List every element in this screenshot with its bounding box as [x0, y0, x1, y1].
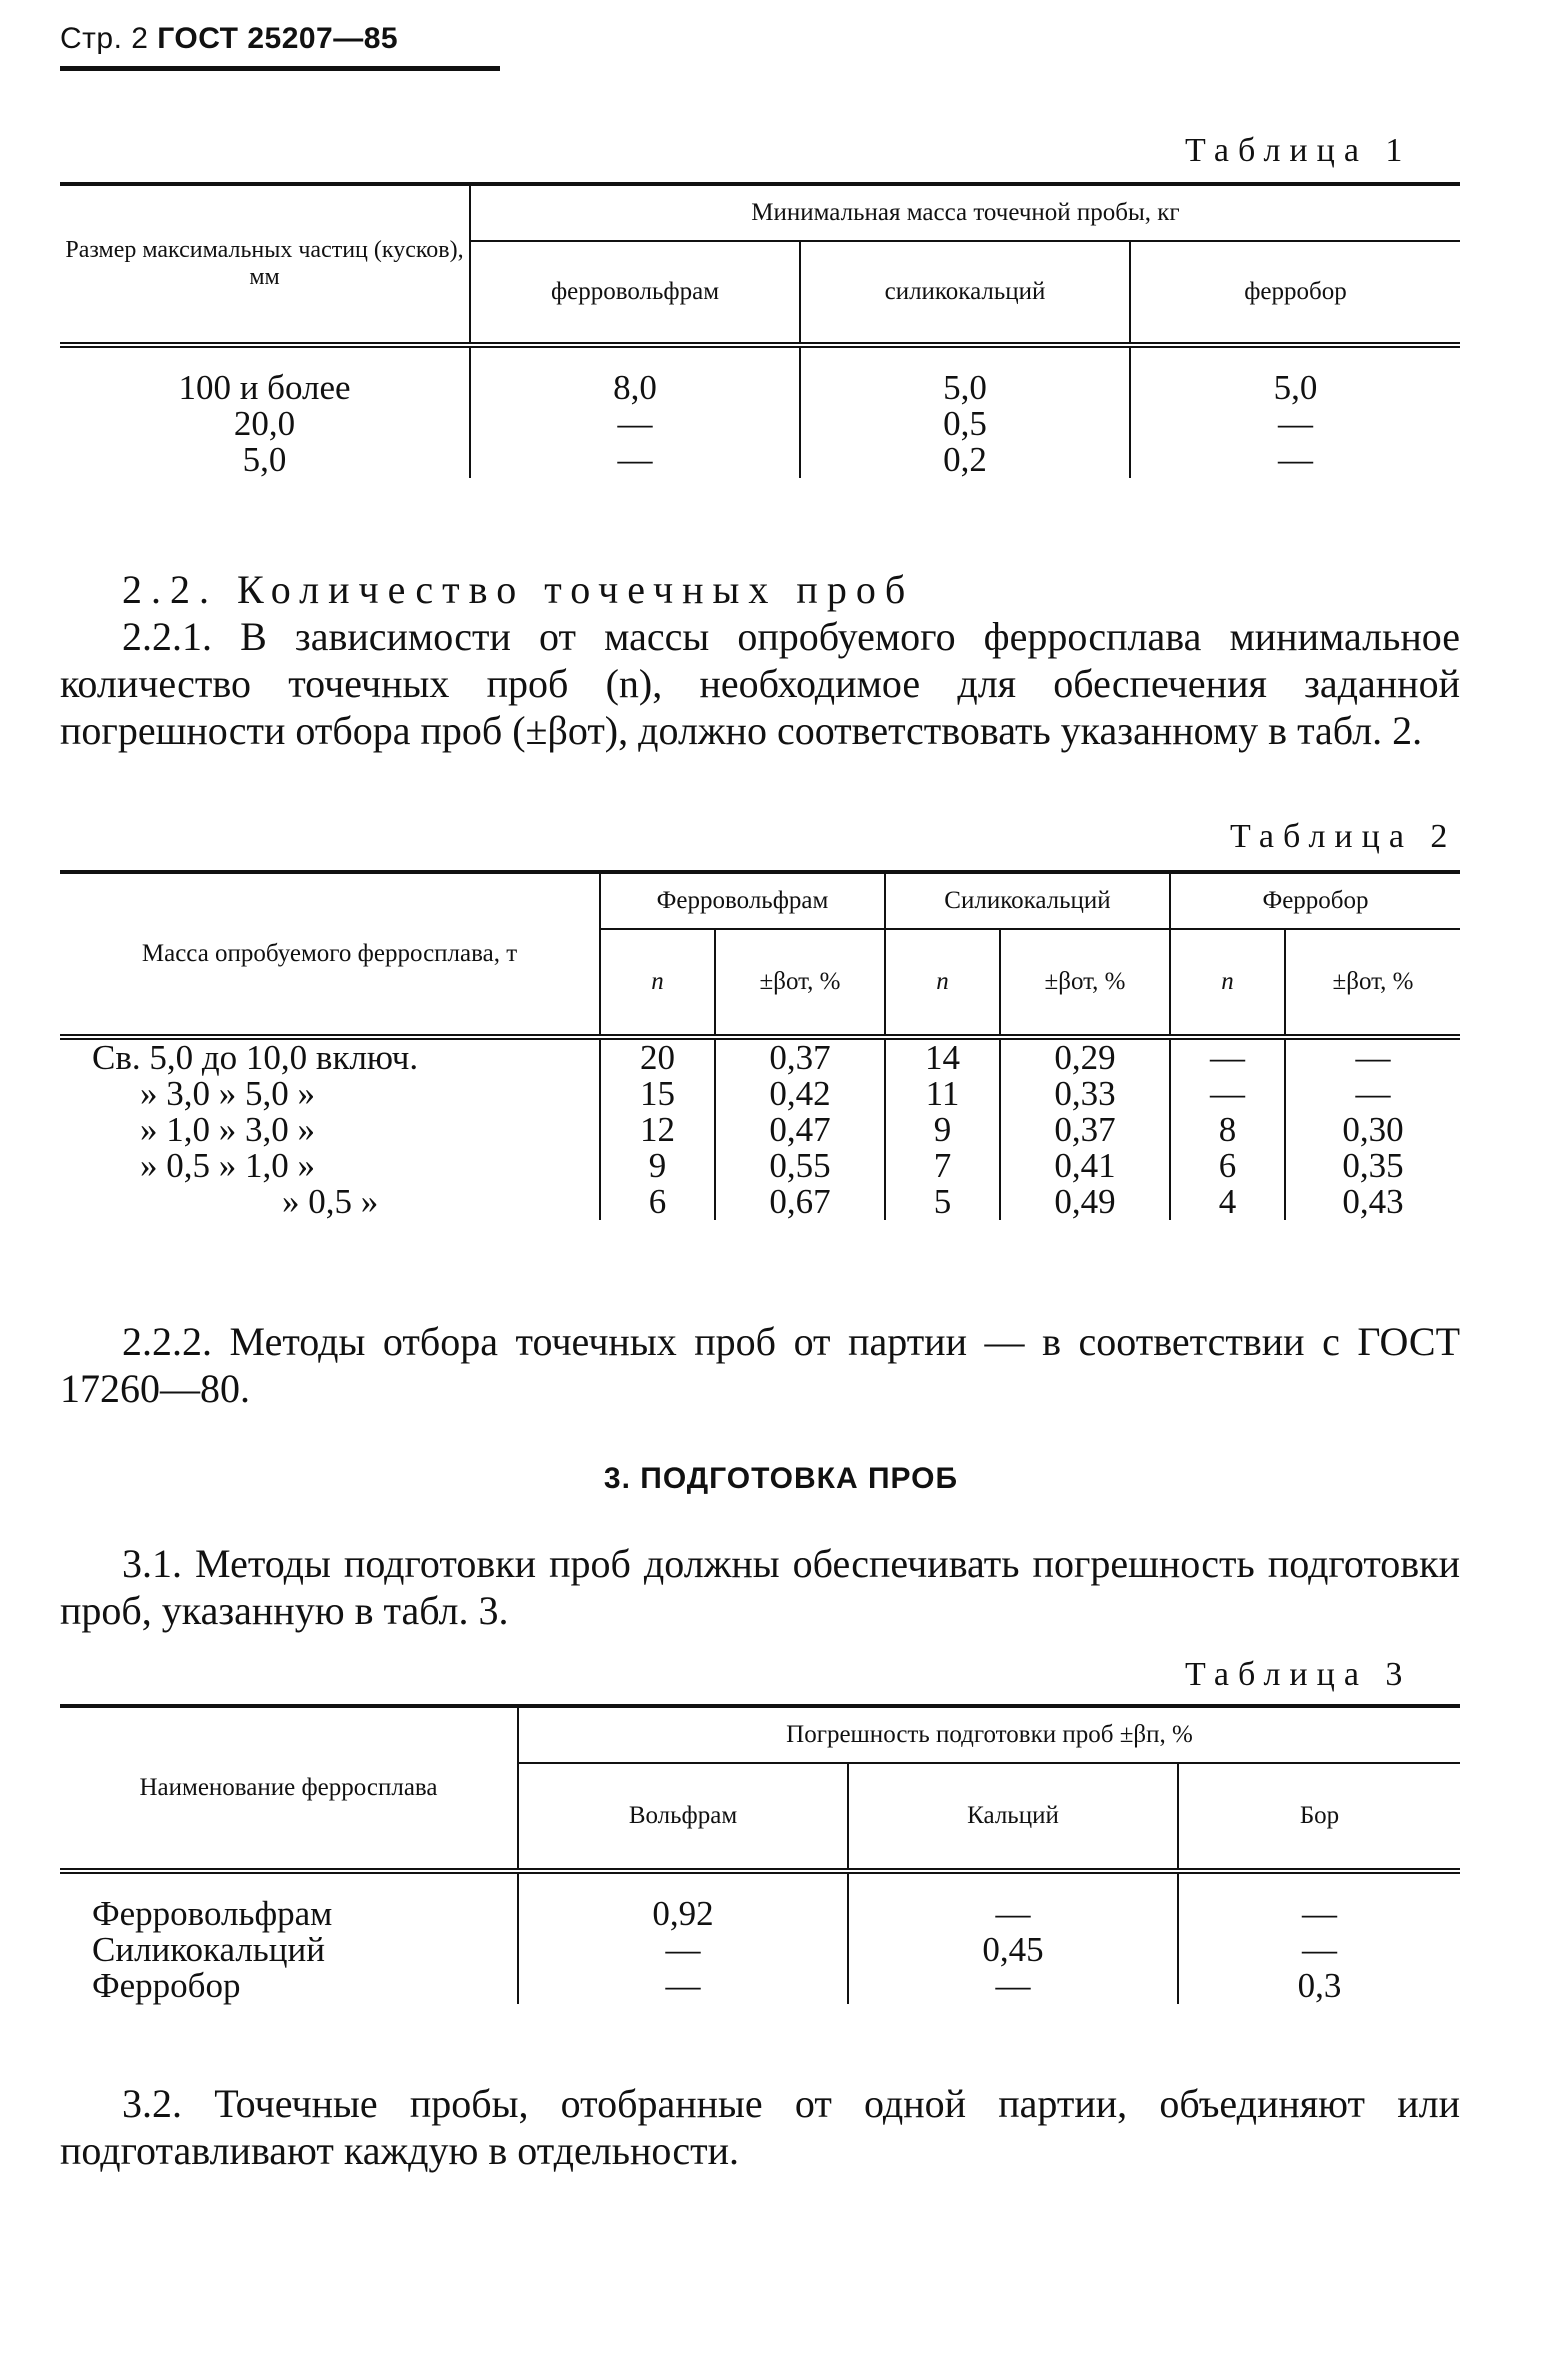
- table1-col-silicocalcium: силикокальций: [800, 241, 1130, 345]
- table-row: » 3,0 » 5,0 » 15 0,42 11 0,33 — —: [60, 1076, 1460, 1112]
- table1-row-header: Размер максимальных частиц (кусков), мм: [60, 184, 470, 345]
- table3: [60, 1704, 1460, 2004]
- table-row: 5,0 — 0,2 —: [60, 442, 1460, 478]
- table2-sub-n: n: [600, 929, 715, 1037]
- table2-group-ferrotungsten: Ферровольфрам: [600, 872, 885, 929]
- table1-group-header: Минимальная масса точечной пробы, кг: [470, 184, 1460, 241]
- table-row: 100 и более 8,0 5,0 5,0: [60, 370, 1460, 406]
- table2: [60, 870, 1460, 1220]
- table2-sub-beta: ±βот, %: [1285, 929, 1460, 1037]
- table2-sub-beta: ±βот, %: [715, 929, 885, 1037]
- section-2-2-title: 2.2. Количество точечных проб: [122, 567, 915, 612]
- table3-caption: Таблица 3: [1185, 1656, 1412, 1693]
- table2-sub-beta: ±βот, %: [1000, 929, 1170, 1037]
- paragraph-2-2-2: 2.2.2. Методы отбора точечных проб от партии — в соответствии с ГОСТ 17260—80.: [60, 1319, 1460, 1411]
- table-row: » 1,0 » 3,0 » 12 0,47 9 0,37 8 0,30: [60, 1112, 1460, 1148]
- standard-number: ГОСТ 25207—85: [157, 22, 399, 55]
- paragraph-3-2: 3.2. Точечные пробы, отобранные от одной партии, объединяют или подготавливают каждую в отдельности.: [60, 2081, 1460, 2173]
- table1-caption: Таблица 1: [1185, 132, 1412, 169]
- table-row: Ферровольфрам 0,92 — —: [60, 1896, 1460, 1932]
- paragraph-3-2-block: [60, 2080, 1460, 2174]
- table2-sub-n: n: [1170, 929, 1285, 1037]
- table3-col-boron: Бор: [1178, 1763, 1460, 1871]
- table1-col-ferroboron: ферробор: [1130, 241, 1460, 345]
- table-row: Св. 5,0 до 10,0 включ. 20 0,37 14 0,29 — —: [60, 1037, 1460, 1076]
- paragraph-2-2-1: 2.2.1. В зависимости от массы опробуемого ферросплава минимальное количество точечных проб (n), необходимое для обеспечения заданной погрешности отбора проб (±βот), должно соответствовать указанному в табл. 2.: [60, 614, 1460, 753]
- page-header: [60, 22, 500, 71]
- table-row: » 0,5 » 1,0 » 9 0,55 7 0,41 6 0,35: [60, 1148, 1460, 1184]
- table2-group-ferroboron: Ферробор: [1170, 872, 1460, 929]
- table2-row-header: Масса опробуемого ферросплава, т: [60, 872, 600, 1037]
- table-row: » 0,5 » 6 0,67 5 0,49 4 0,43: [60, 1184, 1460, 1220]
- table1-col-ferrotungsten: ферровольфрам: [470, 241, 800, 345]
- table1: [60, 182, 1460, 478]
- table3-col-tungsten: Вольфрам: [518, 1763, 848, 1871]
- table3-row-header: Наименование ферросплава: [60, 1706, 518, 1871]
- table2-sub-n: n: [885, 929, 1000, 1037]
- table2-group-silicocalcium: Силикокальций: [885, 872, 1170, 929]
- table-row: Силикокальций — 0,45 —: [60, 1932, 1460, 1968]
- table3-group-header: Погрешность подготовки проб ±βп, %: [518, 1706, 1460, 1763]
- page-number: Стр. 2: [60, 22, 149, 55]
- paragraph-3-1: 3.1. Методы подготовки проб должны обеспечивать погрешность подготовки проб, указанную в табл. 3.: [60, 1541, 1460, 1633]
- table-row: Ферробор — — 0,3: [60, 1968, 1460, 2004]
- section-3-title: 3. ПОДГОТОВКА ПРОБ: [603, 1462, 959, 1495]
- table3-col-calcium: Кальций: [848, 1763, 1178, 1871]
- section-2-2: [60, 566, 1460, 754]
- table2-caption: Таблица 2: [1230, 818, 1457, 855]
- section-3-body: [60, 1540, 1460, 1634]
- paragraph-2-2-2-block: [60, 1318, 1460, 1412]
- table-row: 20,0 — 0,5 —: [60, 406, 1460, 442]
